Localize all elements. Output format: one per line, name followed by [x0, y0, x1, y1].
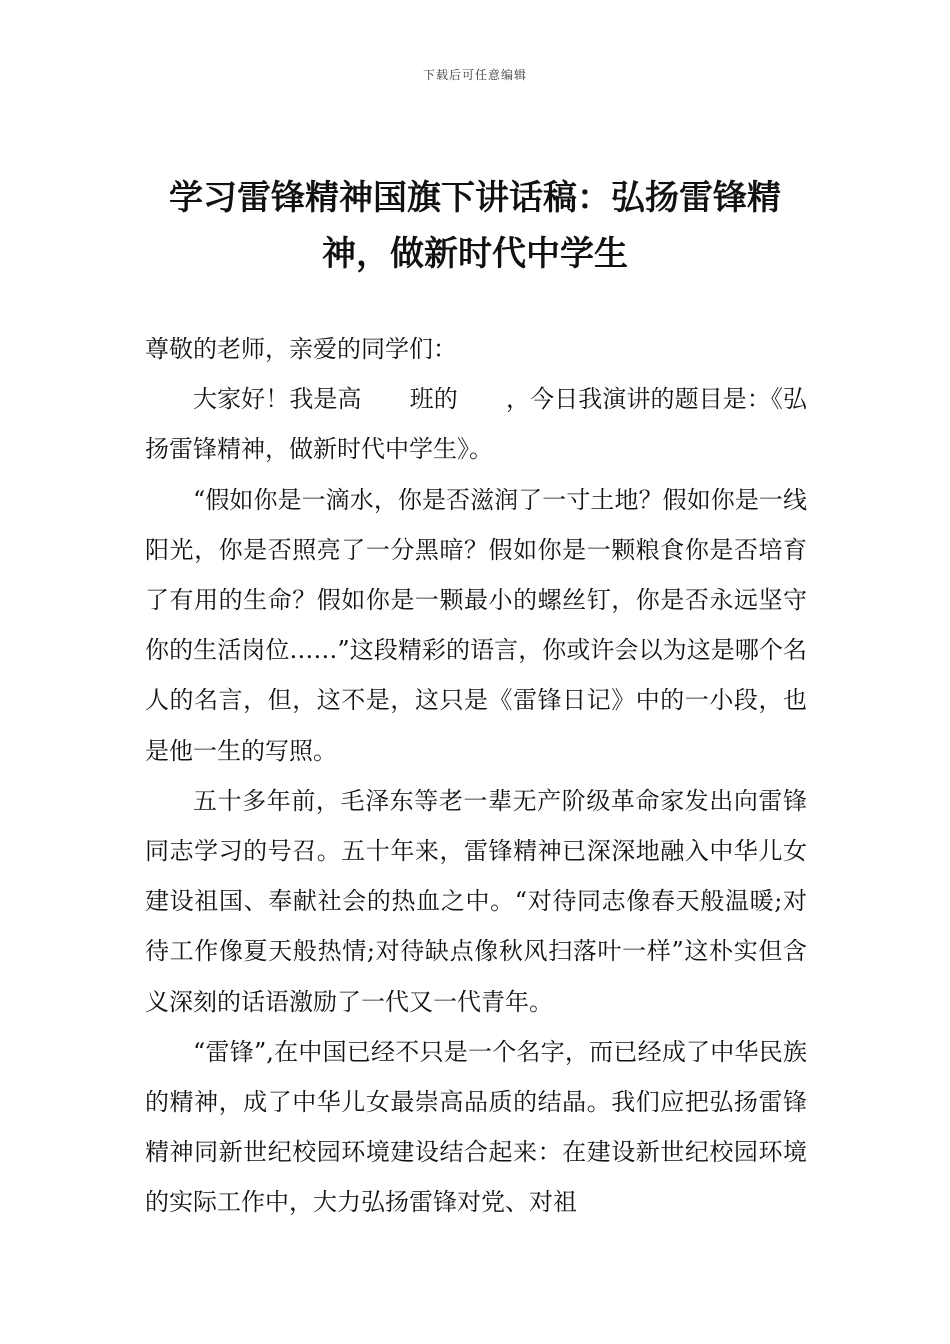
header-note: 下载后可任意编辑: [422, 68, 527, 82]
document-body: [145, 324, 807, 1228]
paragraph-quote: “假如你是一滴水，你是否滋润了一寸土地？假如你是一线阳光，你是否照亮了一分黑暗？假如你是一颗粮食你是否培育了有用的生命？假如你是一颗最小的螺丝钉，你是否永远坚守你的生活岗位……”这段精彩的语言，你或许会以为这是哪个名人的名言，但，这不是，这只是《雷锋日记》中的一小段，也是他一生的写照。: [145, 485, 807, 765]
document-title: 学习雷锋精神国旗下讲话稿：弘扬雷锋精神，做新时代中学生: [169, 178, 781, 274]
paragraph-spirit: “雷锋”,在中国已经不只是一个名字，而已经成了中华民族的精神，成了中华儿女最崇高品质的结晶。我们应把弘扬雷锋精神同新世纪校园环境建设结合起来：在建设新世纪校园环境的实际工作中，大力弘扬雷锋对党、对祖: [145, 1037, 807, 1217]
paragraph-history: 五十多年前，毛泽东等老一辈无产阶级革命家发出向雷锋同志学习的号召。五十年来，雷锋精神已深深地融入中华儿女建设祖国、奉献社会的热血之中。“对待同志像春天般温暖;对待工作像夏天般热情;对待缺点像秋风扫落叶一样”这朴实但含义深刻的话语激励了一代又一代青年。: [145, 786, 807, 1016]
paragraph-greeting: 大家好！我是高 班的 ，今日我演讲的题目是：《弘扬雷锋精神，做新时代中学生》。: [145, 385, 807, 464]
salutation: 尊敬的老师，亲爱的同学们：: [145, 335, 457, 363]
